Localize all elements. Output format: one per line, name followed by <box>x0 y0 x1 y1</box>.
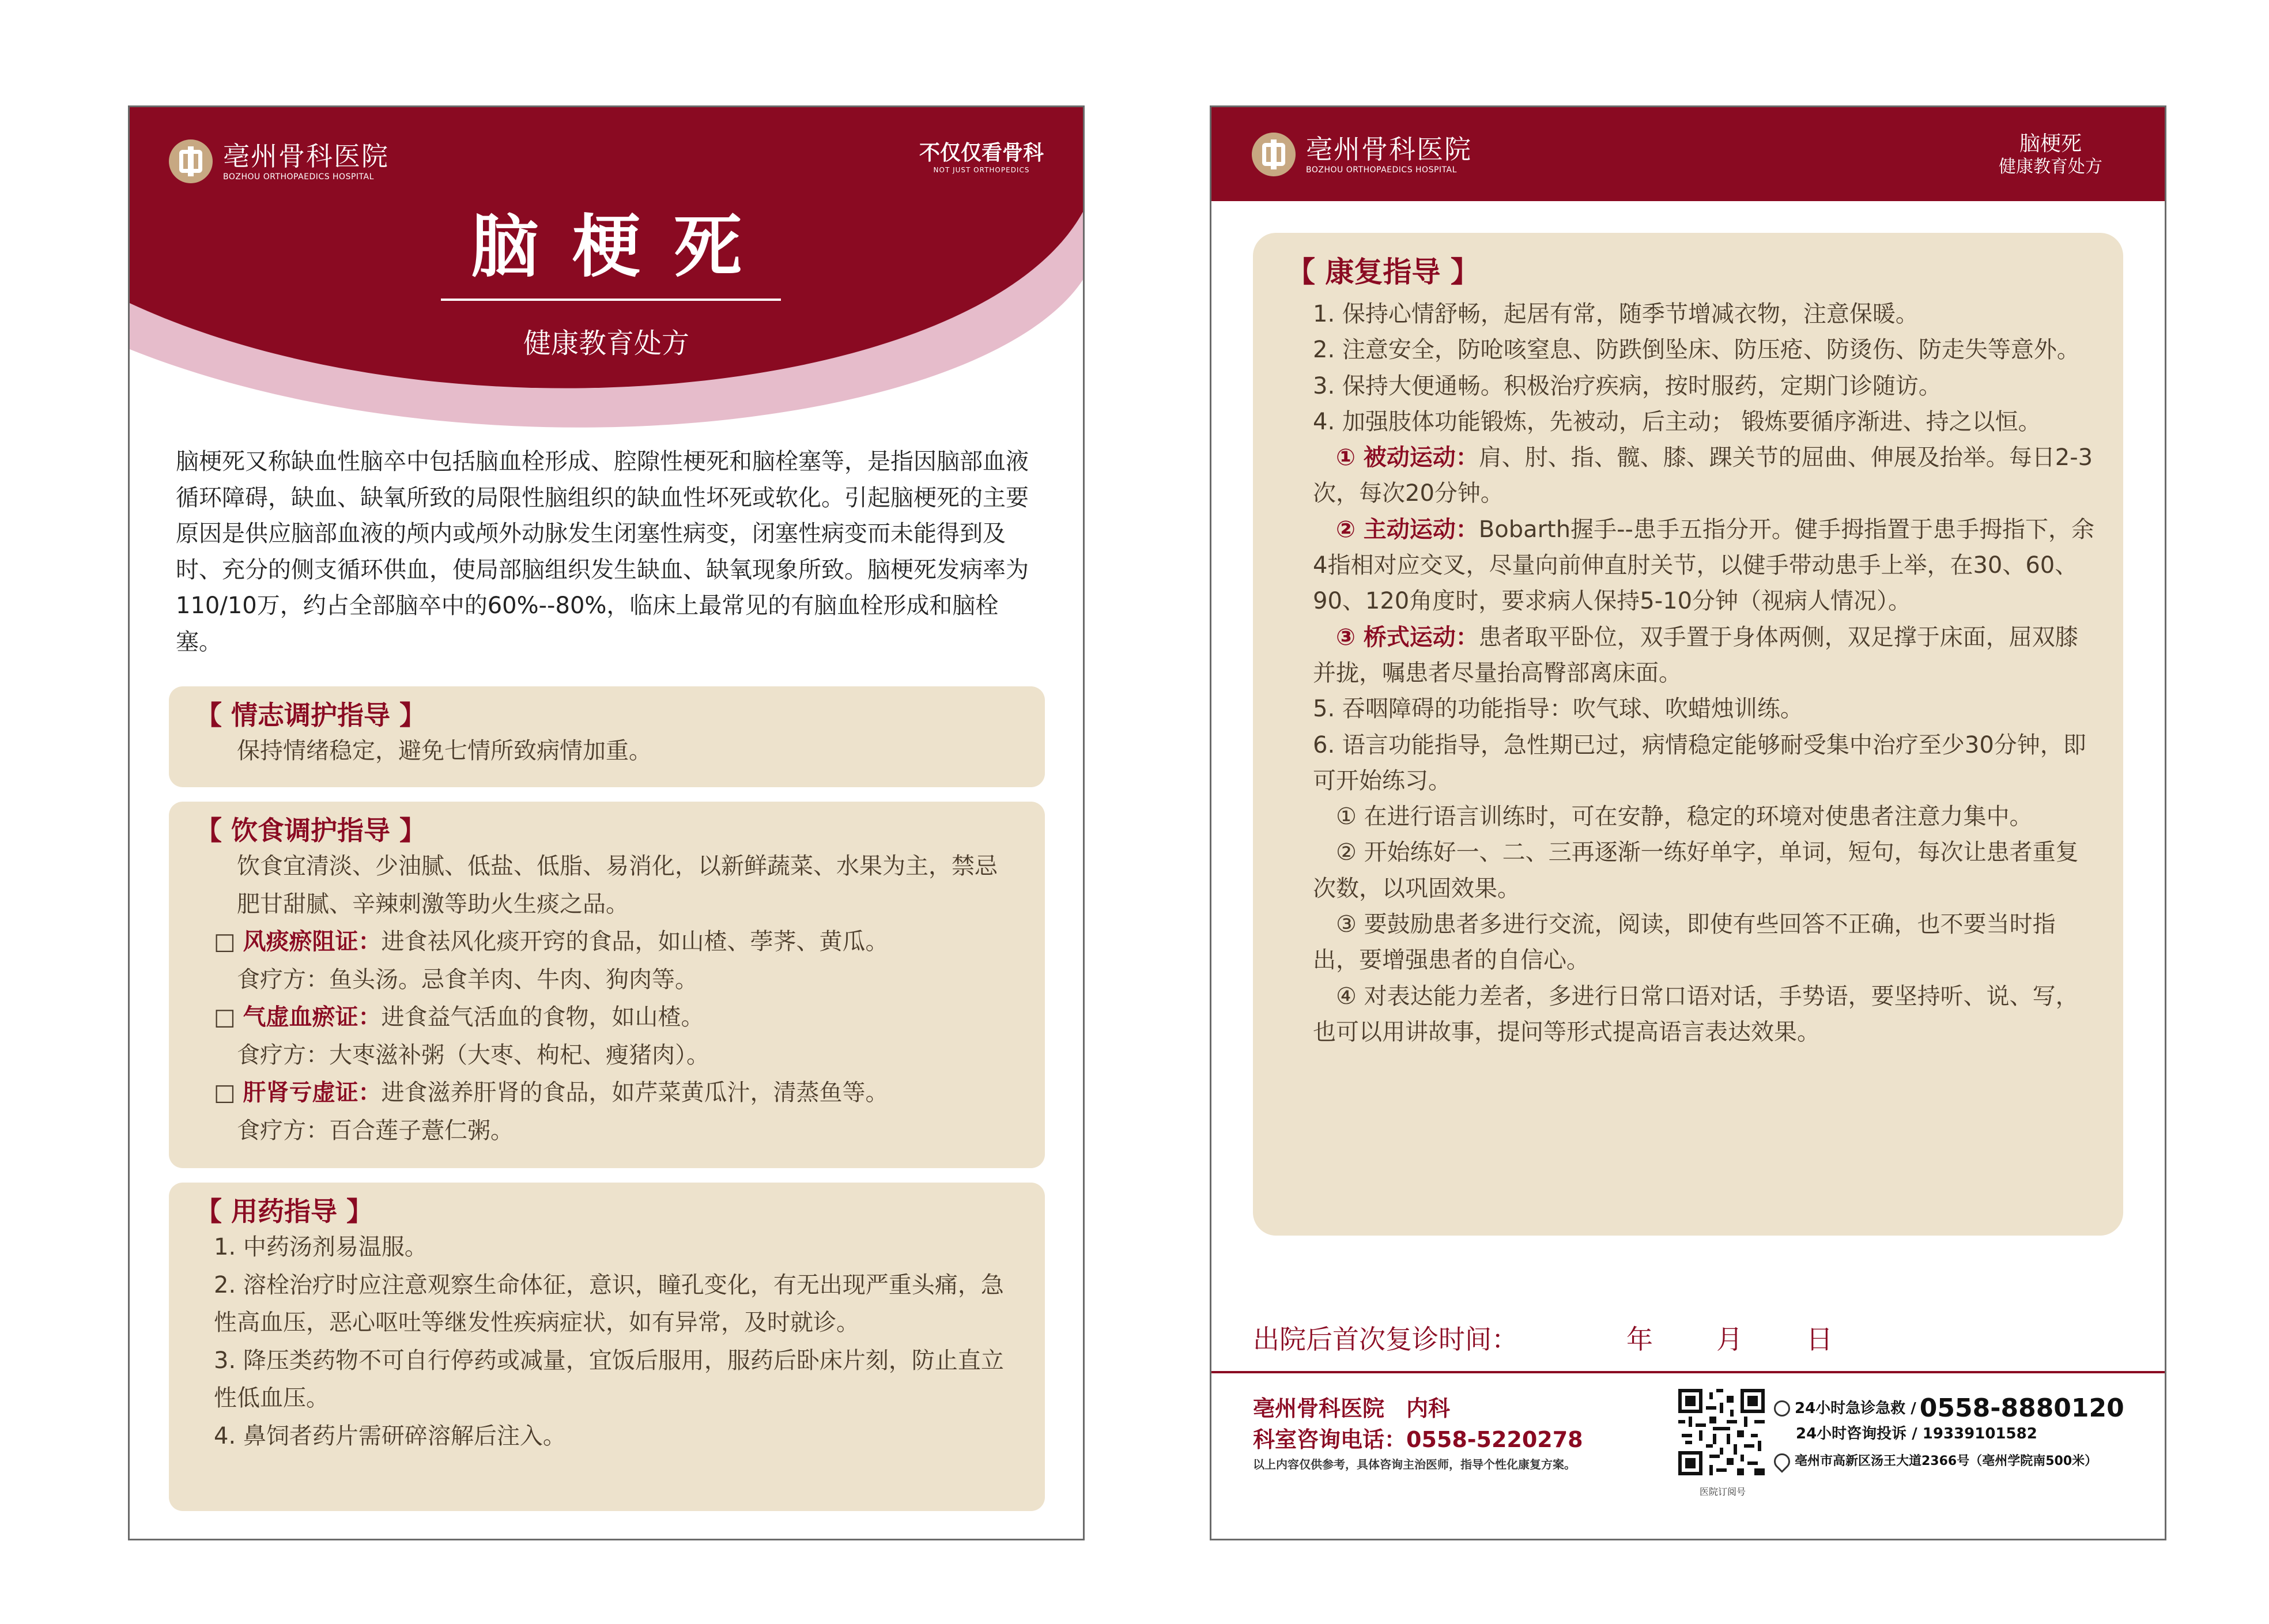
emergency-label: 24小时急诊急救 / <box>1795 1400 1916 1417</box>
emergency-line <box>1774 1393 2124 1423</box>
rehab-subitem: ① 在进行语言训练时，可在安静，稳定的环境对使患者注意力集中。 <box>1336 803 2033 830</box>
diet-item-text: 进食祛风化痰开窍的食品，如山楂、荸荠、黄瓜。 <box>381 928 889 955</box>
emotion-guidance-title: 【 情志调护指导 】 <box>195 700 426 731</box>
diet-item-name: 气虚血瘀证： <box>243 1004 382 1030</box>
intro-paragraph: 脑梗死又称缺血性脑卒中包括脑血栓形成、腔隙性梗死和脑栓塞等，是指因脑部血液循环障碍，缺血、缺氧所致的局限性脑组织的缺血性坏死或软化。引起脑梗死的主要原因是供应脑部血液的颅内或颅外动脉发生闭塞性病变，闭塞性病变而未能得到及时、充分的侧支循环供血，使局部脑组织发生缺血、缺氧现象所致。脑梗死发病率为110/10万，约占全部脑卒中的60%--80%，临床上最常见的有脑血栓形成和脑栓塞。 <box>176 448 1029 655</box>
rehab-subitem-text: Bobarth握手--患手五指分开。健手拇指置于患手拇指下，余4指相对应交叉，尽量向前伸直肘关节，以健手带动患手上举，在30、60、90、120角度时，要求病人保持5-10分钟（视病人情况）。 <box>1313 516 2094 615</box>
address-text: 亳州市高新区汤王大道2366号（亳州学院南500米） <box>1795 1454 2098 1468</box>
diet-item: □ 风痰瘀阻证：进食祛风化痰开窍的食品，如山楂、荸荠、黄瓜。 <box>214 928 889 955</box>
hospital-name-en: BOZHOU ORTHOPAEDICS HOSPITAL <box>1306 165 1457 175</box>
rehab-subitem-label: ③ 桥式运动： <box>1336 624 1479 651</box>
hospital-logo-icon <box>1252 133 1296 176</box>
right-page <box>1210 105 2166 1540</box>
footer-divider <box>1211 1371 2165 1373</box>
right-header-title <box>1999 132 2102 178</box>
diet-item-recipe: 食疗方：百合莲子薏仁粥。 <box>237 1117 514 1144</box>
page-title: 脑梗死 <box>470 207 775 286</box>
right-header-topic: 脑梗死 <box>2019 132 2082 156</box>
rehab-subitem-label: ② 主动运动： <box>1336 516 1479 543</box>
followup-year: 年 <box>1626 1324 1653 1355</box>
phone-icon <box>1774 1400 1790 1417</box>
diet-item-recipe: 食疗方：鱼头汤。忌食羊肉、牛肉、狗肉等。 <box>237 966 698 993</box>
slogan-cn: 不仅仅看骨科 <box>919 141 1044 165</box>
rehab-item: 1. 保持心情舒畅，起居有常，随季节增减衣物，注意保暖。 <box>1313 301 1919 327</box>
diet-item: □ 气虚血瘀证：进食益气活血的食物，如山楂。 <box>214 1004 704 1030</box>
rehab-subitem: ④ 对表达能力差者，多进行日常口语对话，手势语，要坚持听、说、写，也可以用讲故事，提问等形式提高语言表达效果。 <box>1313 983 2079 1045</box>
title-divider <box>441 299 781 301</box>
right-header-subtitle: 健康教育处方 <box>1999 157 2102 177</box>
rehab-subitem-label: ① 被动运动： <box>1336 444 1479 471</box>
rehab-subitem: ③ 要鼓励患者多进行交流，阅读，即使有些回答不正确，也不要当时指出，要增强患者的自信心。 <box>1313 911 2056 974</box>
diet-item: □ 肝肾亏虚证：进食滋养肝肾的食品，如芹菜黄瓜汁，清蒸鱼等。 <box>214 1079 889 1106</box>
hospital-logo-icon <box>169 139 213 183</box>
rehab-subitem-text: 患者取平卧位，双手置于身体两侧，双足撑于床面，屈双膝并拢，嘱患者尽量抬高臀部离床面。 <box>1313 624 2078 686</box>
emotion-guidance-box <box>169 686 1045 787</box>
qr-code-icon[interactable] <box>1678 1389 1765 1475</box>
diet-item-text: 进食滋养肝肾的食品，如芹菜黄瓜汁，清蒸鱼等。 <box>381 1079 889 1106</box>
qr-caption: 医院订阅号 <box>1699 1486 1746 1497</box>
medication-guidance-box <box>169 1183 1045 1511</box>
rehab-guidance-box <box>1253 233 2123 1236</box>
diet-item-recipe: 食疗方：大枣滋补粥（大枣、枸杞、瘦猪肉）。 <box>237 1041 709 1068</box>
rehab-subitem <box>1313 620 2094 692</box>
rehab-subitem <box>1313 440 2094 512</box>
medication-item: 1. 中药汤剂易温服。 <box>214 1234 428 1260</box>
emergency-phone[interactable]: 0558-8880120 <box>1919 1393 2124 1423</box>
diet-item-name: 肝肾亏虚证： <box>243 1079 382 1106</box>
hospital-logo <box>1252 133 1472 176</box>
footer-phone: 科室咨询电话：0558-5220278 <box>1253 1427 1583 1452</box>
rehab-item: 4. 加强肢体功能锻炼，先被动，后主动； 锻炼要循序渐进、持之以恒。 <box>1313 408 2041 435</box>
footer-contact <box>1774 1393 2124 1479</box>
complaint-line: 24小时咨询投诉 / 19339101582 <box>1796 1425 2037 1442</box>
rehab-subitem: ② 开始练好一、二、三再逐渐一练好单字，单词，短句，每次让患者重复次数，以巩固效果。 <box>1313 839 2079 902</box>
followup-date-line <box>1253 1323 1518 1355</box>
rehab-item: 2. 注意安全，防呛咳窒息、防跌倒坠床、防压疮、防烫伤、防走失等意外。 <box>1313 337 2080 364</box>
diet-item-text: 进食益气活血的食物，如山楂。 <box>381 1004 704 1030</box>
footer-disclaimer: 以上内容仅供参考，具体咨询主治医师，指导个性化康复方案。 <box>1253 1457 1576 1471</box>
footer-dept-info <box>1253 1393 1583 1473</box>
hospital-name-cn: 亳州骨科医院 <box>223 141 389 172</box>
followup-month: 月 <box>1716 1324 1743 1355</box>
location-pin-icon <box>1770 1450 1794 1473</box>
medication-item: 3. 降压类药物不可自行停药或减量，宜饭后服用，服药后卧床片刻，防止直立性低血压。 <box>214 1347 1004 1411</box>
hospital-logo <box>169 139 389 183</box>
diet-item-name: 风痰瘀阻证： <box>243 928 382 955</box>
rehab-item: 3. 保持大便通畅。积极治疗疾病，按时服药，定期门诊随访。 <box>1313 372 1942 399</box>
address-line <box>1774 1444 2124 1479</box>
left-page <box>128 105 1085 1540</box>
rehab-item: 6. 语言功能指导，急性期已过，病情稳定能够耐受集中治疗至少30分钟，即可开始练习。 <box>1313 731 2086 794</box>
hospital-name-en: BOZHOU ORTHOPAEDICS HOSPITAL <box>223 172 374 182</box>
diet-guidance-title: 【 饮食调护指导 】 <box>195 815 426 846</box>
medication-item: 4. 鼻饲者药片需研碎溶解后注入。 <box>214 1422 566 1449</box>
medication-item: 2. 溶栓治疗时应注意观察生命体征，意识，瞳孔变化，有无出现严重头痛，急性高血压，恶心呕吐等继发性疾病症状，如有异常，及时就诊。 <box>214 1271 1004 1336</box>
hospital-name-cn: 亳州骨科医院 <box>1306 134 1472 165</box>
slogan-en: NOT JUST ORTHOPEDICS <box>933 166 1030 174</box>
rehab-subitem-text: 肩、肘、指、髋、膝、踝关节的屈曲、伸展及抬举。每日2-3次，每次20分钟。 <box>1313 444 2093 507</box>
slogan <box>919 141 1044 174</box>
diet-guidance-intro: 饮食宜清淡、少油腻、低盐、低脂、易消化，以新鲜蔬菜、水果为主，禁忌肥甘甜腻、辛辣刺激等助火生痰之品。 <box>237 853 998 917</box>
diet-guidance-box <box>169 802 1045 1168</box>
page-subtitle: 健康教育处方 <box>523 327 689 360</box>
followup-label: 出院后首次复诊时间： <box>1253 1324 1518 1355</box>
medication-guidance-title: 【 用药指导 】 <box>195 1196 373 1227</box>
footer-dept: 亳州骨科医院 内科 <box>1253 1396 1451 1421</box>
rehab-subitem <box>1313 512 2094 620</box>
followup-day: 日 <box>1806 1324 1833 1355</box>
emotion-guidance-text: 保持情绪稳定，避免七情所致病情加重。 <box>237 738 652 764</box>
followup-date-fields <box>1626 1323 1833 1355</box>
rehab-guidance-title: 【 康复指导 】 <box>1286 255 1479 289</box>
rehab-item: 5. 吞咽障碍的功能指导：吹气球、吹蜡烛训练。 <box>1313 696 1803 723</box>
